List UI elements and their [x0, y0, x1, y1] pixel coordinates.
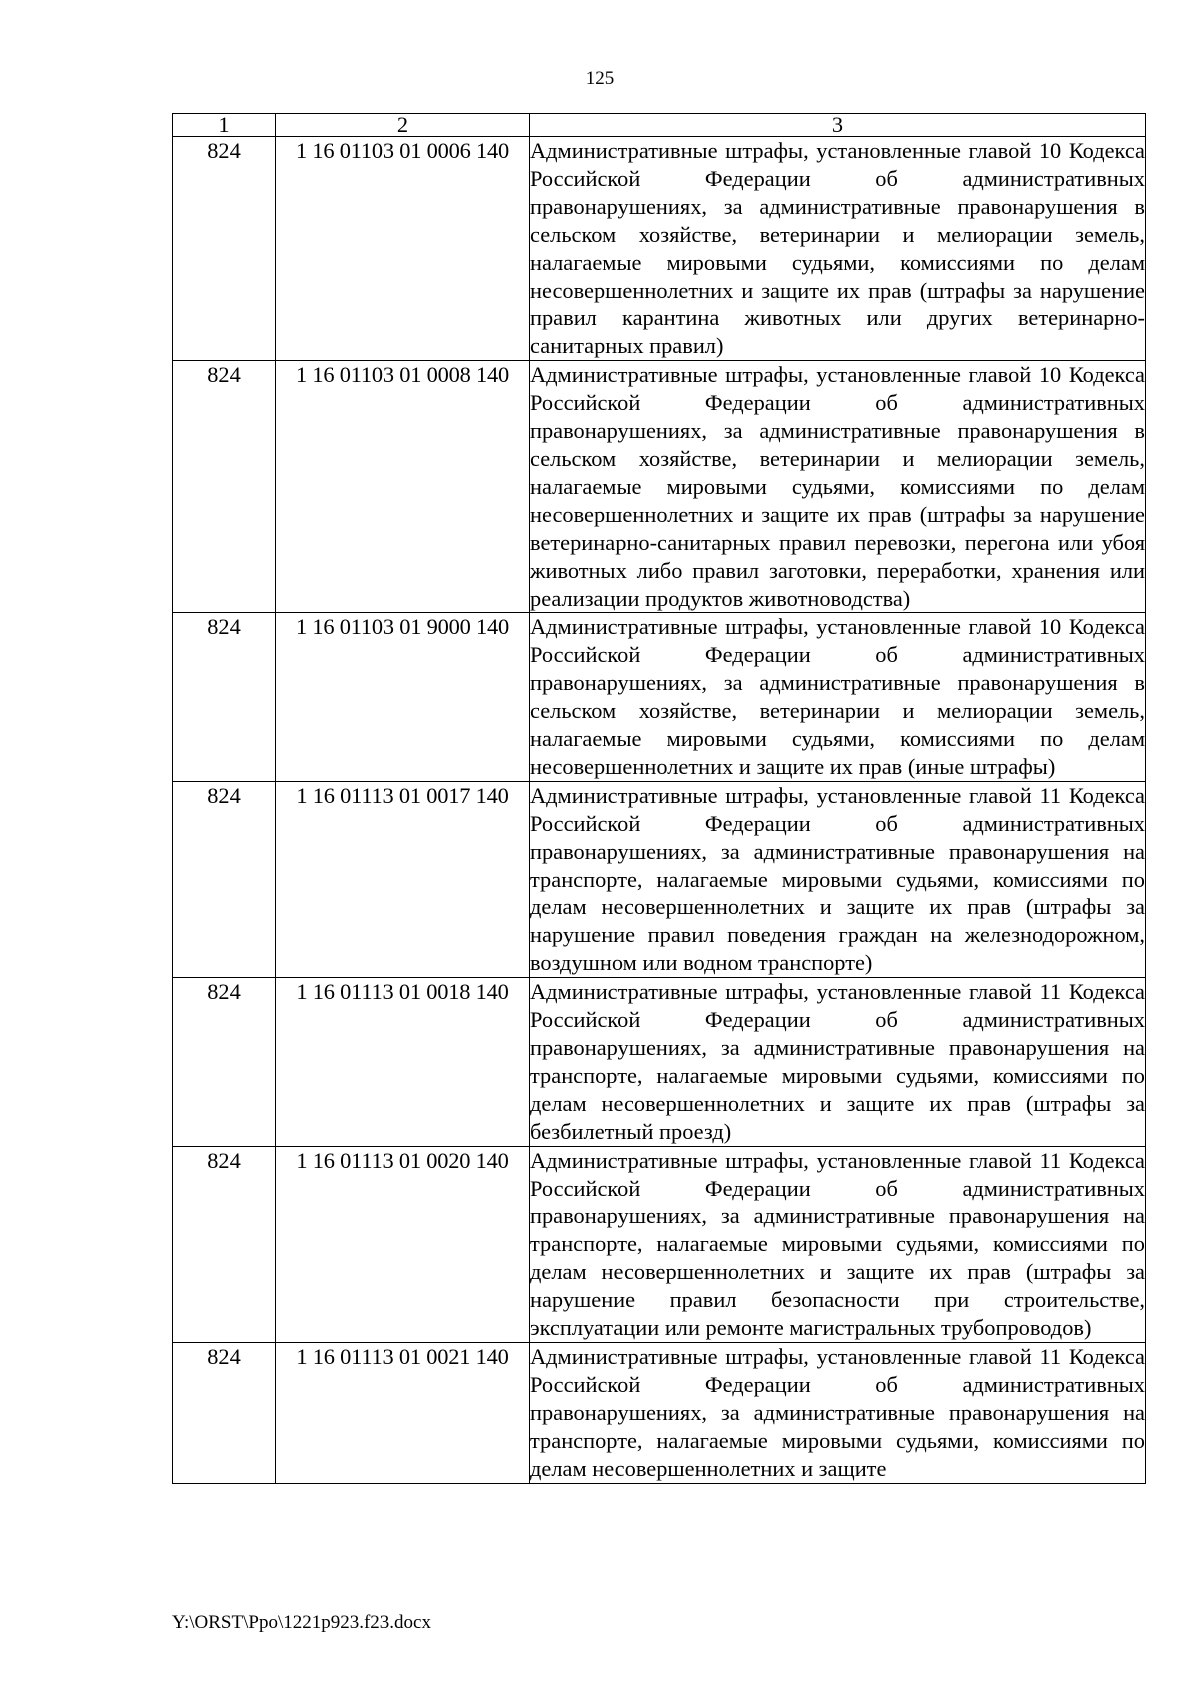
revenue-code-cell: 1 16 01113 01 0020 140 [276, 1146, 530, 1342]
table-header-row [173, 114, 1146, 137]
admin-code-cell: 824 [173, 1342, 276, 1483]
table-row [173, 1342, 1146, 1483]
revenue-code-cell: 1 16 01103 01 0008 140 [276, 361, 530, 613]
admin-code-cell: 824 [173, 137, 276, 361]
table-row [173, 978, 1146, 1146]
description-cell: Административные штрафы, установленные главой 11 Кодекса Российской Федерации об административных правонарушениях, за административные правонарушения на транспорте, налагаемые мировыми судьями, комиссиями по делам несовершеннолетних и защите их прав (штрафы за нарушение правил поведения граждан на железнодорожном, воздушном или водном транспорте) [530, 781, 1146, 977]
table-row [173, 1146, 1146, 1342]
table-row [173, 137, 1146, 361]
description-cell: Административные штрафы, установленные главой 10 Кодекса Российской Федерации об административных правонарушениях, за административные правонарушения в сельском хозяйстве, ветеринарии и мелиорации земель, налагаемые мировыми судьями, комиссиями по делам несовершеннолетних и защите их прав (штрафы за нарушение ветеринарно-санитарных правил перевозки, перегона или убоя животных либо правил заготовки, переработки, хранения или реализации продуктов животноводства) [530, 361, 1146, 613]
admin-code-cell: 824 [173, 613, 276, 781]
revenue-code-cell: 1 16 01113 01 0018 140 [276, 978, 530, 1146]
column-header-1: 1 [173, 114, 276, 137]
description-cell: Административные штрафы, установленные главой 11 Кодекса Российской Федерации об административных правонарушениях, за административные правонарушения на транспорте, налагаемые мировыми судьями, комиссиями по делам несовершеннолетних и защите их прав (штрафы за безбилетный проезд) [530, 978, 1146, 1146]
revenue-code-cell: 1 16 01113 01 0021 140 [276, 1342, 530, 1483]
description-cell: Административные штрафы, установленные главой 10 Кодекса Российской Федерации об административных правонарушениях, за административные правонарушения в сельском хозяйстве, ветеринарии и мелиорации земель, налагаемые мировыми судьями, комиссиями по делам несовершеннолетних и защите их прав (штрафы за нарушение правил карантина животных или других ветеринарно-санитарных правил) [530, 137, 1146, 361]
revenue-code-cell: 1 16 01103 01 9000 140 [276, 613, 530, 781]
column-header-2: 2 [276, 114, 530, 137]
footer-file-path: Y:\ORST\Ppo\1221p923.f23.docx [172, 1612, 431, 1633]
table-row [173, 781, 1146, 977]
description-cell: Административные штрафы, установленные главой 10 Кодекса Российской Федерации об административных правонарушениях, за административные правонарушения в сельском хозяйстве, ветеринарии и мелиорации земель, налагаемые мировыми судьями, комиссиями по делам несовершеннолетних и защите их прав (иные штрафы) [530, 613, 1146, 781]
revenue-codes-table [172, 113, 1146, 1484]
table-row [173, 361, 1146, 613]
revenue-code-cell: 1 16 01113 01 0017 140 [276, 781, 530, 977]
description-cell: Административные штрафы, установленные главой 11 Кодекса Российской Федерации об административных правонарушениях, за административные правонарушения на транспорте, налагаемые мировыми судьями, комиссиями по делам несовершеннолетних и защите их прав (штрафы за нарушение правил безопасности при строительстве, эксплуатации или ремонте магистральных трубопроводов) [530, 1146, 1146, 1342]
page-number: 125 [585, 68, 615, 89]
description-cell: Административные штрафы, установленные главой 11 Кодекса Российской Федерации об административных правонарушениях, за административные правонарушения на транспорте, налагаемые мировыми судьями, комиссиями по делам несовершеннолетних и защите [530, 1342, 1146, 1483]
admin-code-cell: 824 [173, 1146, 276, 1342]
column-header-3: 3 [530, 114, 1146, 137]
admin-code-cell: 824 [173, 361, 276, 613]
admin-code-cell: 824 [173, 978, 276, 1146]
table-row [173, 613, 1146, 781]
admin-code-cell: 824 [173, 781, 276, 977]
revenue-code-cell: 1 16 01103 01 0006 140 [276, 137, 530, 361]
